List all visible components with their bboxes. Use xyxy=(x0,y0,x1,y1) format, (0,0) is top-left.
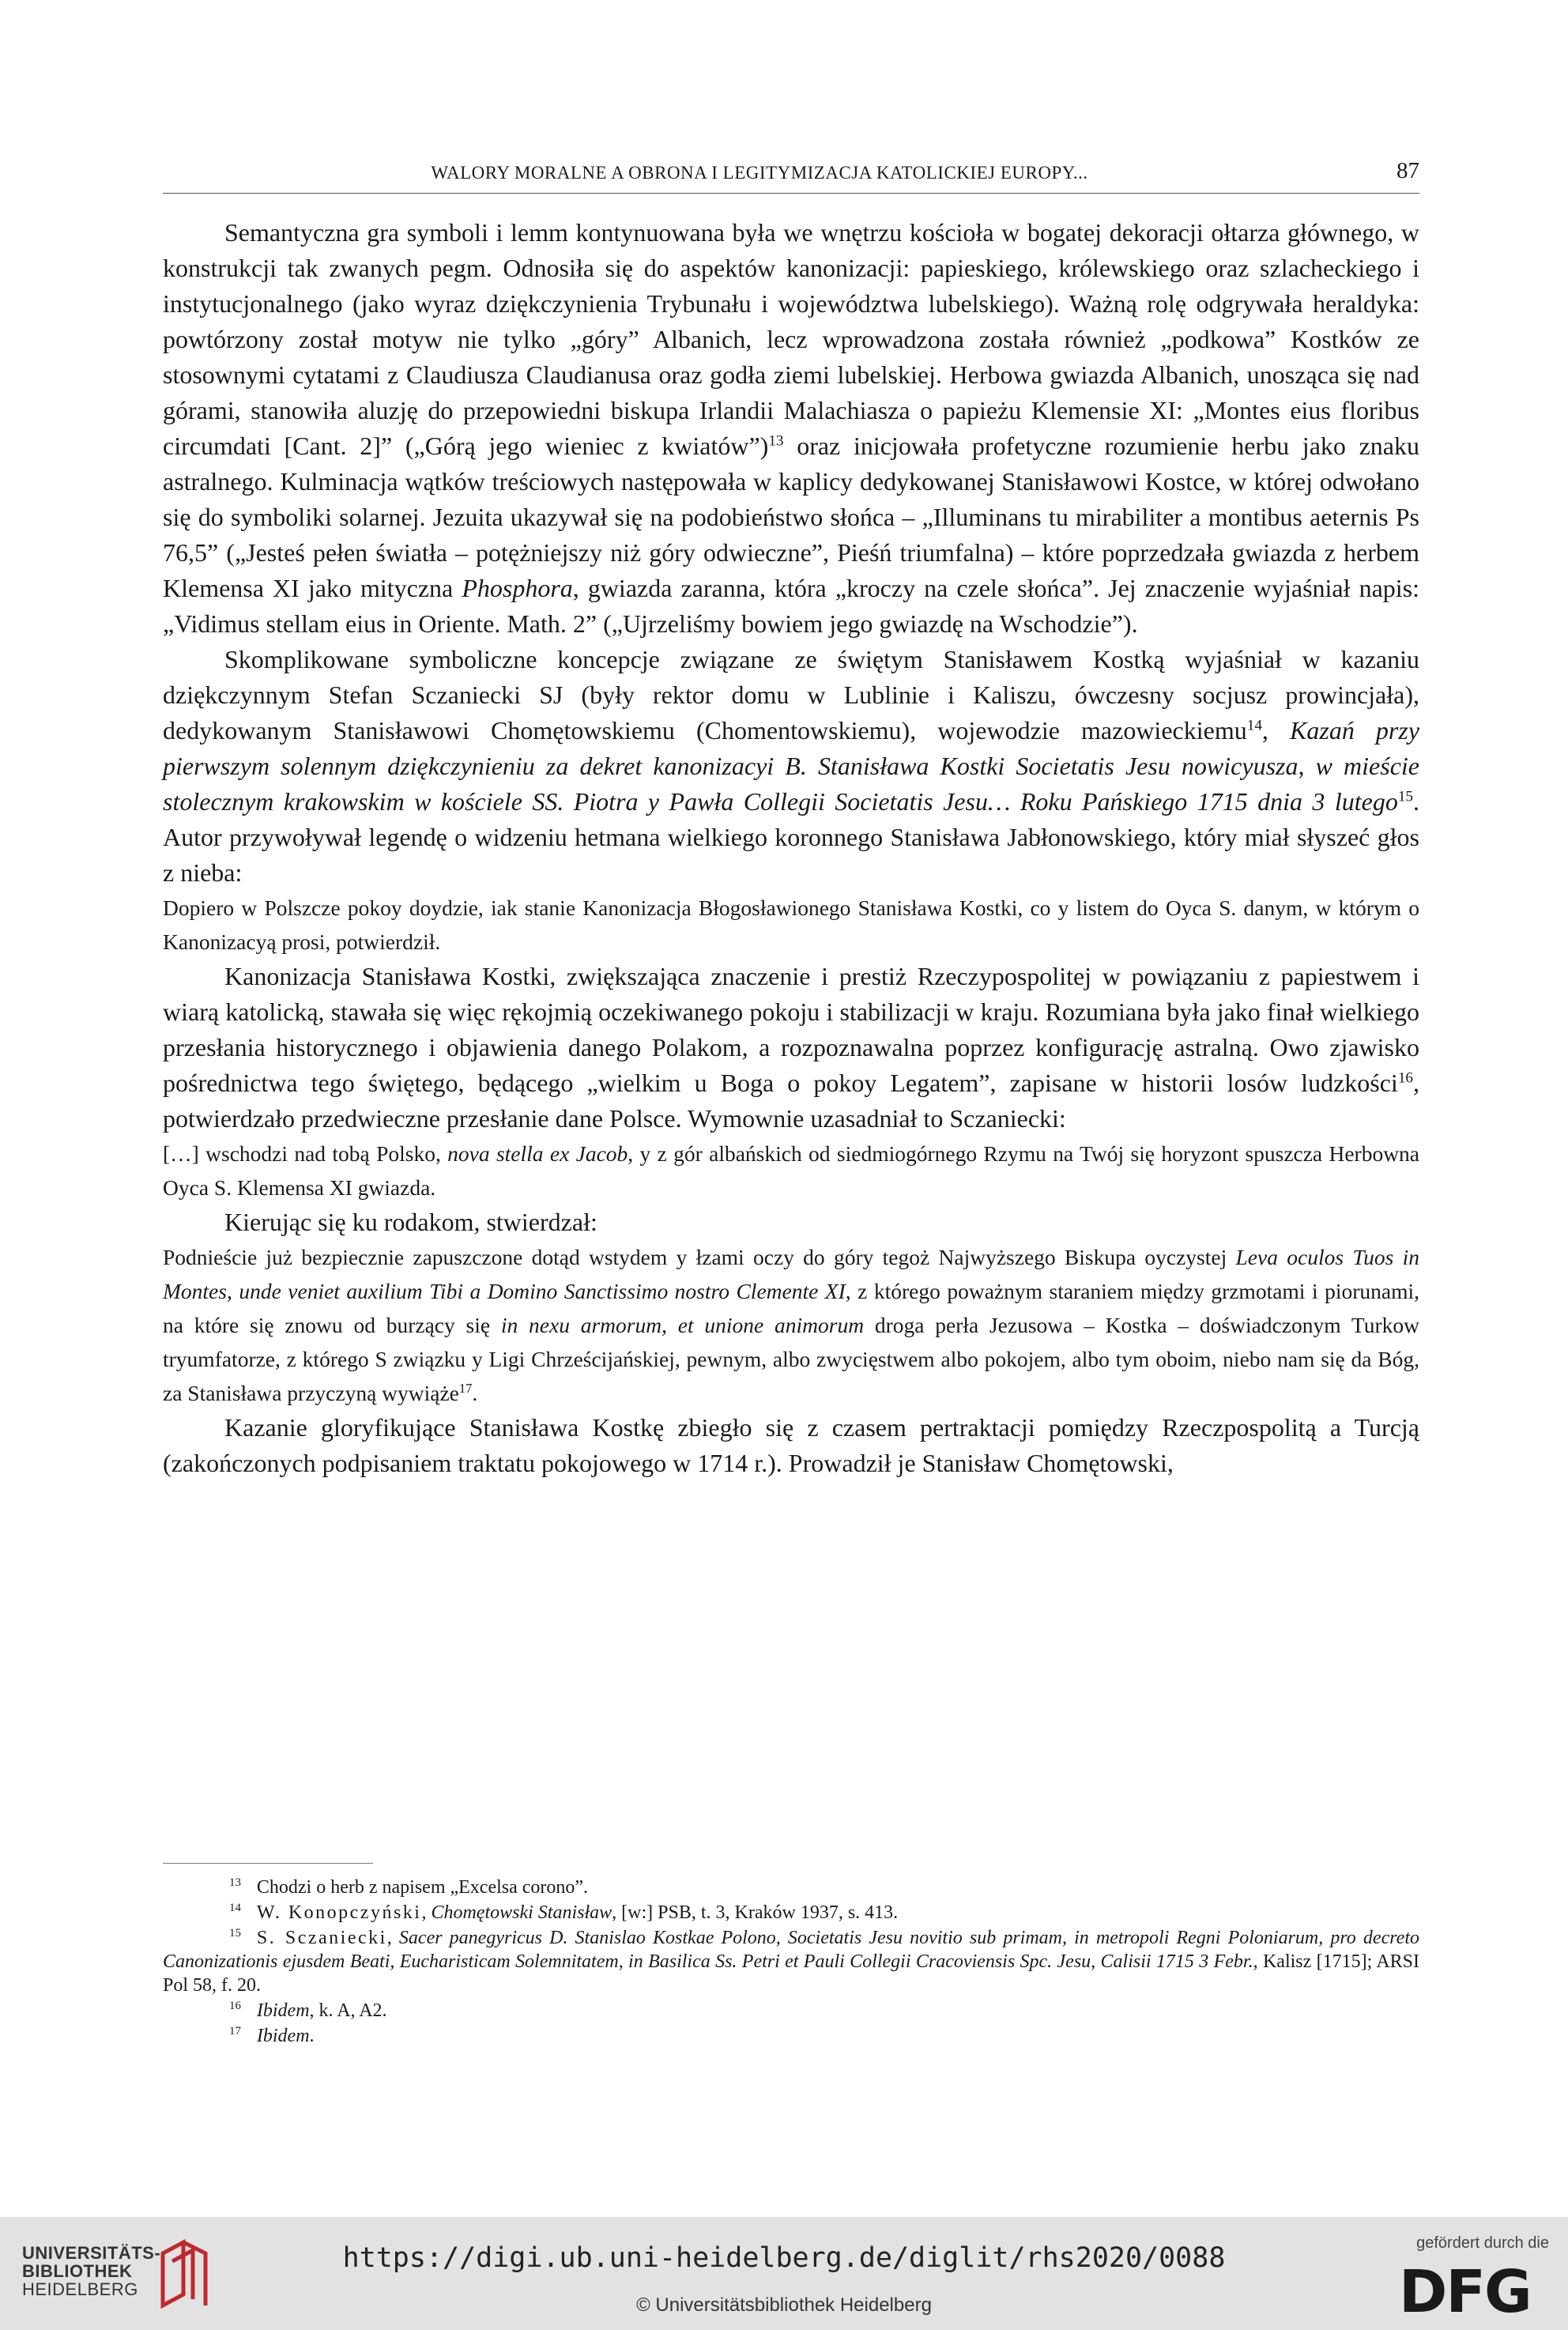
footnote-ref-14[interactable]: 14 xyxy=(1246,717,1262,734)
running-header xyxy=(163,158,1419,194)
permalink-url[interactable]: https://digi.ub.uni-heidelberg.de/diglit/rhs2020/0088 xyxy=(342,2242,1226,2274)
footnotes xyxy=(163,1876,1419,2049)
block-quote-2: […] wschodzi nad tobą Polsko, nova stella ex Jacob, y z gór albańskich od siedmiogórnego Rzymu na Twój się horyzont spuszcza Herbowna Oyca S. Klemensa XI gwiazda. xyxy=(163,1141,1420,1200)
paragraph-1: Semantyczna gra symboli i lemm kontynuowana była we wnętrzu kościoła w bogatej dekoracji ołtarza głównego, w konstrukcji tak zwanych pegm. Odnosiła się do aspektów kanonizacji: papieskiego, królewskiego oraz szlacheckiego i instytucjonalnego (jako wyraz dziękczynienia Trybunału i województwa lubelskiego). Ważną rolę odgrywała heraldyka: powtórzony został motyw nie tylko „góry” Albanich, lecz wprowadzona została również „podkowa” Kostków ze stosownymi cytatami z Claudiusza Claudianusa oraz godła ziemi lubelskiej. Herbowa gwiazda Albanich, unosząca się nad górami, stanowiła aluzję do przepowiedni biskupa Irlandii Malachiasza o papieżu Klemensie XI: „Montes eius floribus circumdati [Cant. 2]” („Górą jego wieniec z kwiatów”)$^{13}$ oraz inicjowała profetyczne rozumienie herbu jako znaku astralnego. Kulminacja wątków treściowych następowała w kaplicy dedykowanej Stanisławowi Kostce, w której odwołano się do symboliki solarnej. Jezuita ukazywał się na podobieństwo słońca – „Illuminans tu mirabiliter a montibus aeternis Ps 76,5” („Jesteś pełen światła – potężniejszy niż góry odwieczne”, Pieśń triumfalna) – które poprzedzała gwiazda z herbem Klemensa XI jako mityczna Phosphora, gwiazda zaranna, która „kroczy na czele słońca”. Jej znaczenie wyjaśniał napis: „Vidimus stellam eius in Oriente. Math. 2” („Ujrzeliśmy bowiem jego gwiazdę na Wschodzie”). xyxy=(163,218,1420,638)
footnote-ref-17[interactable]: 17 xyxy=(458,1380,473,1396)
footnote-ref-13[interactable]: 13 xyxy=(768,432,784,450)
funder-wordmark: DFG xyxy=(1399,2258,1531,2326)
library-name-line-2: BIBLIOTHEK xyxy=(22,2261,133,2281)
funder-logo[interactable] xyxy=(1391,2234,1549,2326)
library-name-line-1: UNIVERSITÄTS- xyxy=(22,2243,161,2263)
footnote-13: $^{13}$ Chodzi o herb z napisem „Excelsa corono”. xyxy=(229,1876,589,1898)
footnote-ref-16[interactable]: 16 xyxy=(1397,1069,1413,1087)
running-title: WALORY MORALNE A OBRONA I LEGITYMIZACJA KATOLICKIEJ EUROPY... xyxy=(431,163,1088,183)
paragraph-5: Kazanie gloryfikujące Stanisława Kostkę zbiegło się z czasem pertraktacji pomiędzy Rzeczpospolitą a Turcją (zakończonych podpisaniem traktatu pokojowego w 1714 r.). Prowadził je Stanisław Chomętowski, xyxy=(163,1413,1419,1477)
block-quote-3: Podnieście już bezpiecznie zapuszczone dotąd wstydem y łzami oczy do góry tegoż Najwyższego Biskupa oyczystej Leva oculos Tuos in Montes, unde veniet auxilium Tibi a Domino Sanctissimo nostro Clemente XI, z którego poważnym staraniem między grzmotami i piorunami, na które się znowu od burzący się in nexu armorum, et unione animorum droga perła Jezusowa – Kostka – doświadczonym Turkow tryumfatorze, z którego S związku y Ligi Chrześcijańskiej, pewnym, albo zwycięstwem albo pokojem, albo tym oboim, niebo nam się da Bóg, za Stanisława przyczyną wywiąże$^{17}$. xyxy=(163,1245,1420,1405)
digitization-footer xyxy=(0,2217,1568,2330)
copyright-notice: © Universitätsbibliothek Heidelberg xyxy=(636,2294,932,2316)
footnote-14: $^{14}$ W. Konopczyński, Chomętowski Stanisław, [w:] PSB, t. 3, Kraków 1937, s. 413. xyxy=(229,1902,899,1923)
funder-caption: gefördert durch die xyxy=(1416,2234,1549,2252)
library-name-line-3: HEIDELBERG xyxy=(22,2279,138,2299)
block-quote-1: Dopiero w Polszcze pokoy doydzie, iak stanie Kanonizacja Błogosławionego Stanisława Kostki, co y listem do Oyca S. danym, w którym o Kanonizacyą prosi, potwierdził. xyxy=(163,895,1419,954)
page-number: 87 xyxy=(1396,158,1419,183)
paragraph-2: Skomplikowane symboliczne koncepcje związane ze świętym Stanisławem Kostką wyjaśniał w kazaniu dziękczynnym Stefan Sczaniecki SJ (były rektor domu w Lublinie i Kaliszu, ówczesny socjusz prowincjała), dedykowanym Stanisławowi Chomętowskiemu (Chomentowskiemu), wojewodzie mazowieckiemu$^{14}$, Kazań przy pierwszym solennym dziękczynieniu za dekret kanonizacyi B. Stanisława Kostki Societatis Jesu nowicyusza, w mieście stolecznym krakowskim w kościele SS. Piotra y Pawła Collegii Societatis Jesu… Roku Pańskiego 1715 dnia 3 lutego$^{15}$. Autor przywoływał legendę o widzeniu hetmana wielkiego koronnego Stanisława Jabłonowskiego, który miał słyszeć głos z nieba: xyxy=(163,645,1420,887)
body-text xyxy=(163,215,1419,1481)
footnote-17: $^{17}$ Ibidem. xyxy=(229,2025,315,2046)
footnote-separator xyxy=(163,1863,373,1864)
footnote-16: $^{16}$ Ibidem, k. A, A2. xyxy=(229,2000,387,2021)
footnote-ref-15[interactable]: 15 xyxy=(1397,788,1413,805)
paragraph-4: Kierując się ku rodakom, stwierdzał: xyxy=(224,1208,597,1236)
footnote-15: $^{15}$ S. Sczaniecki, Sacer panegyricus D. Stanislao Kostkae Polono, Societatis Jesu novitio sub primam, in metropoli Regni Poloniarum, pro decreto Canonizationis ejusdem Beati, Eucharisticam Solemnitatem, in Basilica Ss. Petri et Pauli Collegii Cracoviensis Spc. Jesu, Calisii 1715 3 Febr., Kalisz [1715]; ARSI Pol 58, f. 20. xyxy=(163,1927,1420,1996)
paragraph-3: Kanonizacja Stanisława Kostki, zwiększająca znaczenie i prestiż Rzeczypospolitej w powiązaniu z papiestwem i wiarą katolicką, stawała się więc rękojmią oczekiwanego pokoju i stabilizacji w kraju. Rozumiana była jako finał wielkiego przesłania historycznego i objawienia danego Polakom, a rozpoznawalna poprzez konfigurację astralną. Owo zjawisko pośrednictwa tego świętego, będącego „wielkim u Boga o pokoy Legatem”, zapisane w historii losów ludzkości$^{16}$, potwierdzało przedwieczne przesłanie dane Polsce. Wymownie uzasadniał to Sczaniecki: xyxy=(163,962,1419,1133)
